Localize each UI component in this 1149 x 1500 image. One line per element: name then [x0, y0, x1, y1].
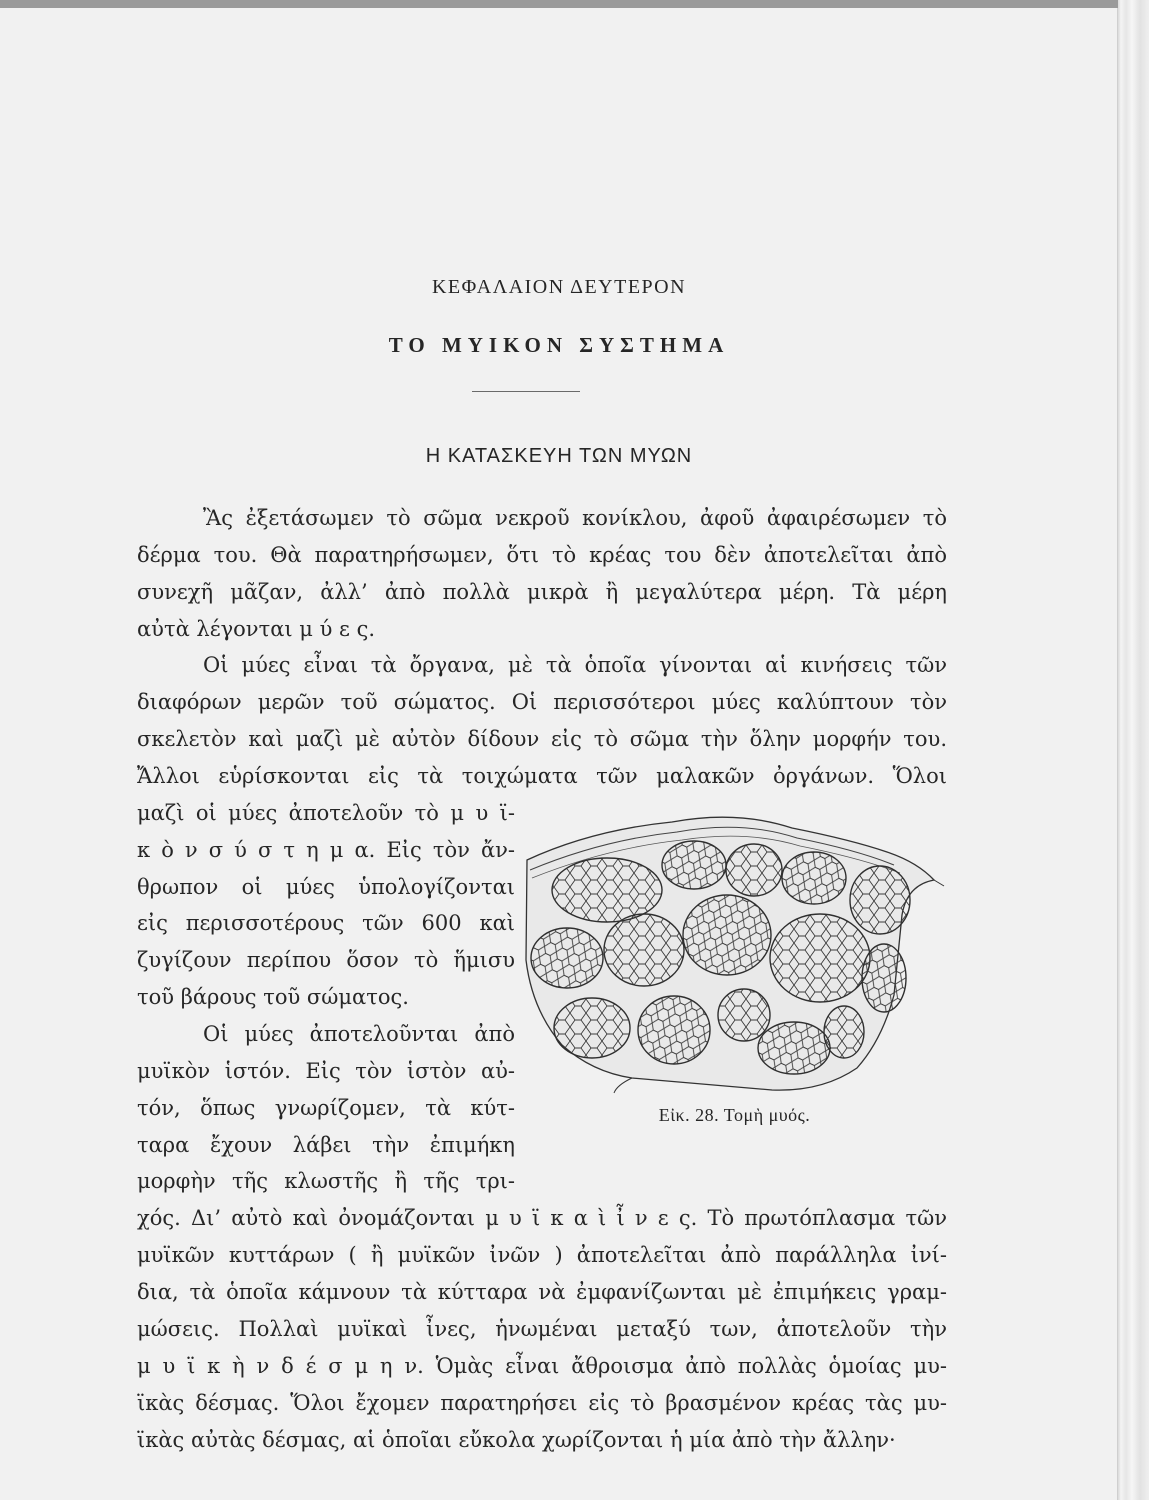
text-line: ϊκὰς δέσμας. Ὅλοι ἔχομεν παρατηρήσει εἰς τὸ βρασμένον κρέας τὰς μυ-	[137, 1391, 947, 1415]
text-line: σκελετὸν καὶ μαζὶ μὲ αὐτὸν δίδουν εἰς τὸ σῶμα τὴν ὅλην μορφήν του.	[137, 727, 947, 751]
text-line: θρωπον οἱ μύες ὑπολογίζονται	[137, 875, 515, 899]
text-line: μαζὶ οἱ μύες ἀποτελοῦν τὸ μ υ ϊ-	[137, 801, 515, 825]
text-line: Οἱ μύες εἶναι τὰ ὄργανα, μὲ τὰ ὁποῖα γίνονται αἱ κινήσεις τῶν	[203, 653, 947, 677]
emphasized-term: μ υ ϊ κ ὴ ν δ έ σ μ η ν.	[137, 1354, 424, 1378]
text-line: ϊκὰς αὐτὰς δέσμας, αἱ ὁποῖαι εὔκολα χωρίζονται ἡ μία ἀπὸ τὴν ἄλλην·	[137, 1428, 896, 1452]
figure-caption: Εἰκ. 28. Τομὴ μυός.	[658, 1105, 811, 1125]
text-line: μυϊκῶν κυττάρων ( ἢ μυϊκῶν ἰνῶν ) ἀποτελεῖται ἀπὸ παράλληλα ἰνί-	[137, 1243, 947, 1267]
text-line: τοῦ βάρους τοῦ σώματος.	[137, 985, 409, 1009]
emphasized-term: μ υ ϊ κ α ὶ ἶ ν ε ς.	[485, 1206, 698, 1230]
emphasized-term: μ ύ ε ς.	[299, 617, 376, 641]
text-line: ταρα ἔχουν λάβει τὴν ἐπιμήκη	[137, 1133, 515, 1157]
text-line: διαφόρων μερῶν τοῦ σώματος. Οἱ περισσότεροι μύες καλύπτουν τὸν	[137, 690, 947, 714]
text-line: Ἄλλοι εὑρίσκονται εἰς τὰ τοιχώματα τῶν μαλακῶν ὀργάνων. Ὅλοι	[137, 764, 947, 788]
title-divider	[472, 391, 580, 392]
chapter-title: ΤΟ ΜΥΙΚΟΝ ΣΥΣΤΗΜΑ	[388, 333, 730, 357]
text-line: μυϊκὸν ἱστόν. Εἰς τὸν ἱστὸν αὐ-	[137, 1059, 515, 1083]
text-line: μορφὴν τῆς κλωστῆς ἢ τῆς τρι-	[137, 1169, 515, 1193]
text-line: ζυγίζουν περίπου ὅσον τὸ ἥμισυ	[137, 948, 515, 972]
text-line: συνεχῆ μᾶζαν, ἀλλ’ ἀπὸ πολλὰ μικρὰ ἢ μεγαλύτερα μέρη. Τὰ μέρη	[137, 580, 947, 604]
muscle-cross-section-icon	[522, 810, 947, 1095]
text-line: Ἂς ἐξετάσωμεν τὸ σῶμα νεκροῦ κονίκλου, ἀφοῦ ἀφαιρέσωμεν τὸ	[203, 506, 947, 530]
text-line: μώσεις. Πολλαὶ μυϊκαὶ ἶνες, ἡνωμέναι μεταξύ των, ἀποτελοῦν τὴν	[137, 1317, 947, 1341]
book-page-edges	[1118, 0, 1149, 1500]
text-line: χός. Δι’ αὐτὸ καὶ ὀνομάζονται μ υ ϊ κ α ὶ ἶ ν ε ς. Τὸ πρωτόπλασμα τῶν	[137, 1206, 947, 1230]
text-line: μ υ ϊ κ ὴ ν δ έ σ μ η ν. Ὁμὰς εἶναι ἄθροισμα ἀπὸ πολλὰς ὁμοίας μυ-	[137, 1354, 947, 1378]
text-line: εἰς περισσοτέρους τῶν 600 καὶ	[137, 911, 515, 935]
chapter-label: ΚΕΦΑΛΑΙΟΝ ΔΕΥΤΕΡΟΝ	[431, 276, 687, 298]
text-line: αὐτὰ λέγονται μ ύ ε ς.	[137, 617, 376, 641]
emphasized-term: μ υ ϊ-	[450, 801, 515, 825]
section-title: Η ΚΑΤΑΣΚΕΥΗ ΤΩΝ ΜΥΩΝ	[425, 445, 693, 467]
text-line: δέρμα του. Θὰ παρατηρήσωμεν, ὅτι τὸ κρέας του δὲν ἀποτελεῖται ἀπὸ	[137, 543, 947, 567]
text-line: Οἱ μύες ἀποτελοῦνται ἀπὸ	[203, 1022, 515, 1046]
text-line: κ ὸ ν σ ύ σ τ η μ α. Εἰς τὸν ἄν-	[137, 838, 515, 862]
text-line: τόν, ὅπως γνωρίζομεν, τὰ κύτ-	[137, 1096, 515, 1120]
text-line: δια, τὰ ὁποῖα κάμνουν τὰ κύτταρα νὰ ἐμφανίζωνται μὲ ἐπιμήκεις γραμ-	[137, 1280, 947, 1304]
emphasized-term: κ ὸ ν σ ύ σ τ η μ α.	[137, 838, 376, 862]
book-page	[0, 8, 1118, 1500]
scan-top-border	[0, 0, 1149, 8]
